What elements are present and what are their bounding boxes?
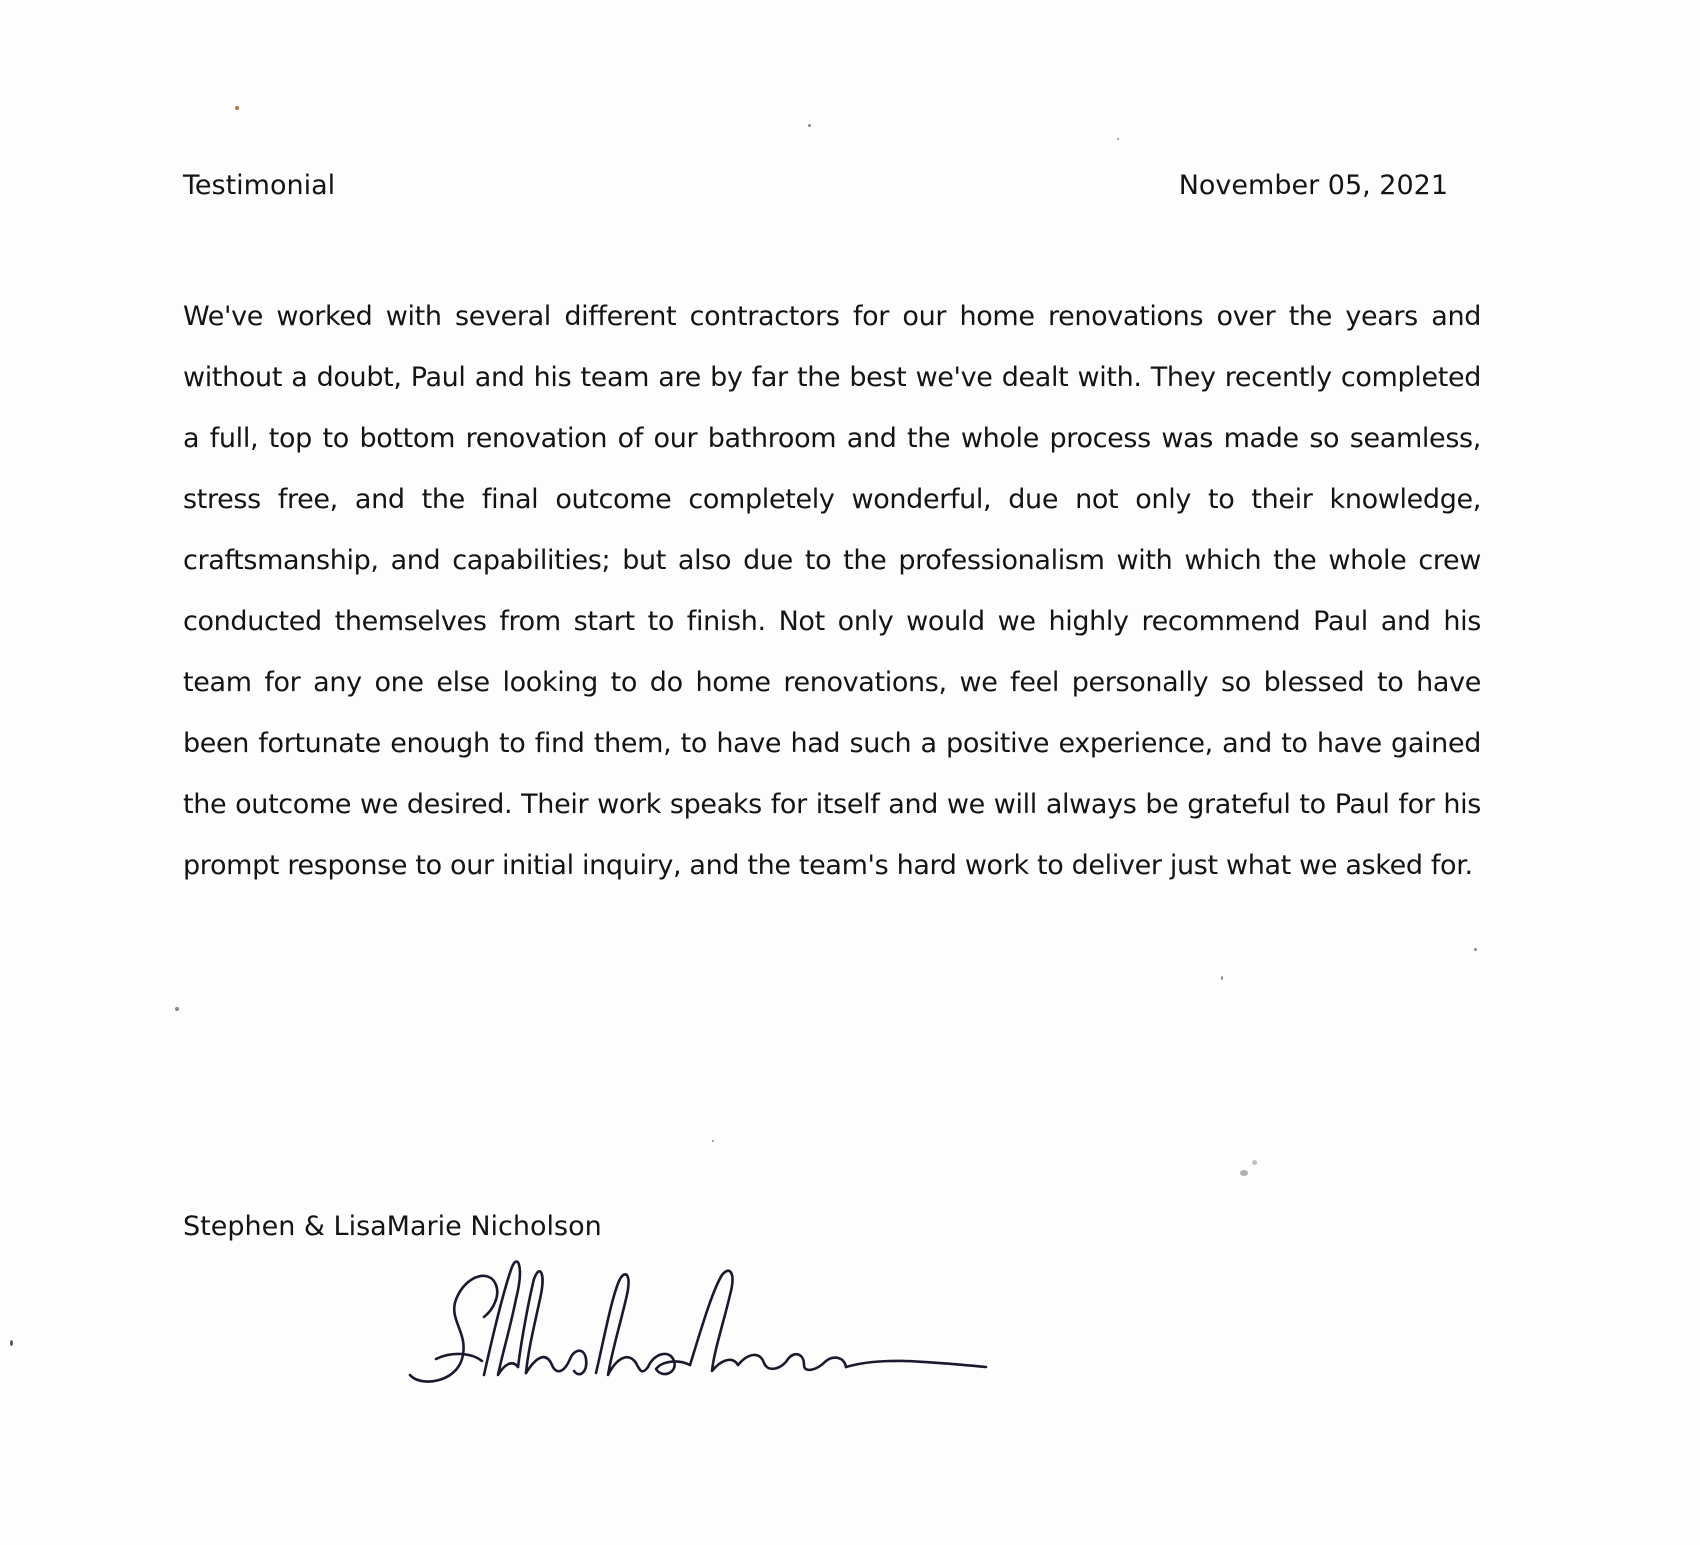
signature-strokes	[410, 1262, 986, 1382]
scan-speck	[1240, 1170, 1248, 1176]
scan-speck	[1252, 1160, 1257, 1165]
scan-speck	[1221, 976, 1223, 980]
handwritten-signature	[400, 1255, 990, 1395]
scan-speck	[175, 1007, 179, 1011]
document-date: November 05, 2021	[1178, 170, 1448, 201]
signer-name: Stephen & LisaMarie Nicholson	[183, 1211, 602, 1242]
scan-speck	[808, 124, 811, 127]
scan-speck	[712, 1140, 714, 1142]
scan-speck	[235, 106, 239, 110]
scan-speck	[10, 1340, 13, 1346]
document-title: Testimonial	[183, 170, 336, 201]
scan-speck	[1474, 948, 1477, 951]
scan-speck	[1117, 138, 1119, 140]
testimonial-body: We've worked with several different contractors for our home renovations over the years and without a doubt, Paul and his team are by far the best we've dealt with. They recently completed a full, top to bottom renovation of our bathroom and the whole process was made so seamless, stress free, and the final outcome completely wonderful, due not only to their knowledge, craftsmanship, and capabilities; but also due to the professionalism with which the whole crew conducted themselves from start to finish. Not only would we highly recommend Paul and his team for any one else looking to do home renovations, we feel personally so blessed to have been fortunate enough to find them, to have had such a positive experience, and to have gained the outcome we desired. Their work speaks for itself and we will always be grateful to Paul for his prompt response to our initial inquiry, and the team's hard work to deliver just what we asked for.	[183, 301, 1481, 881]
